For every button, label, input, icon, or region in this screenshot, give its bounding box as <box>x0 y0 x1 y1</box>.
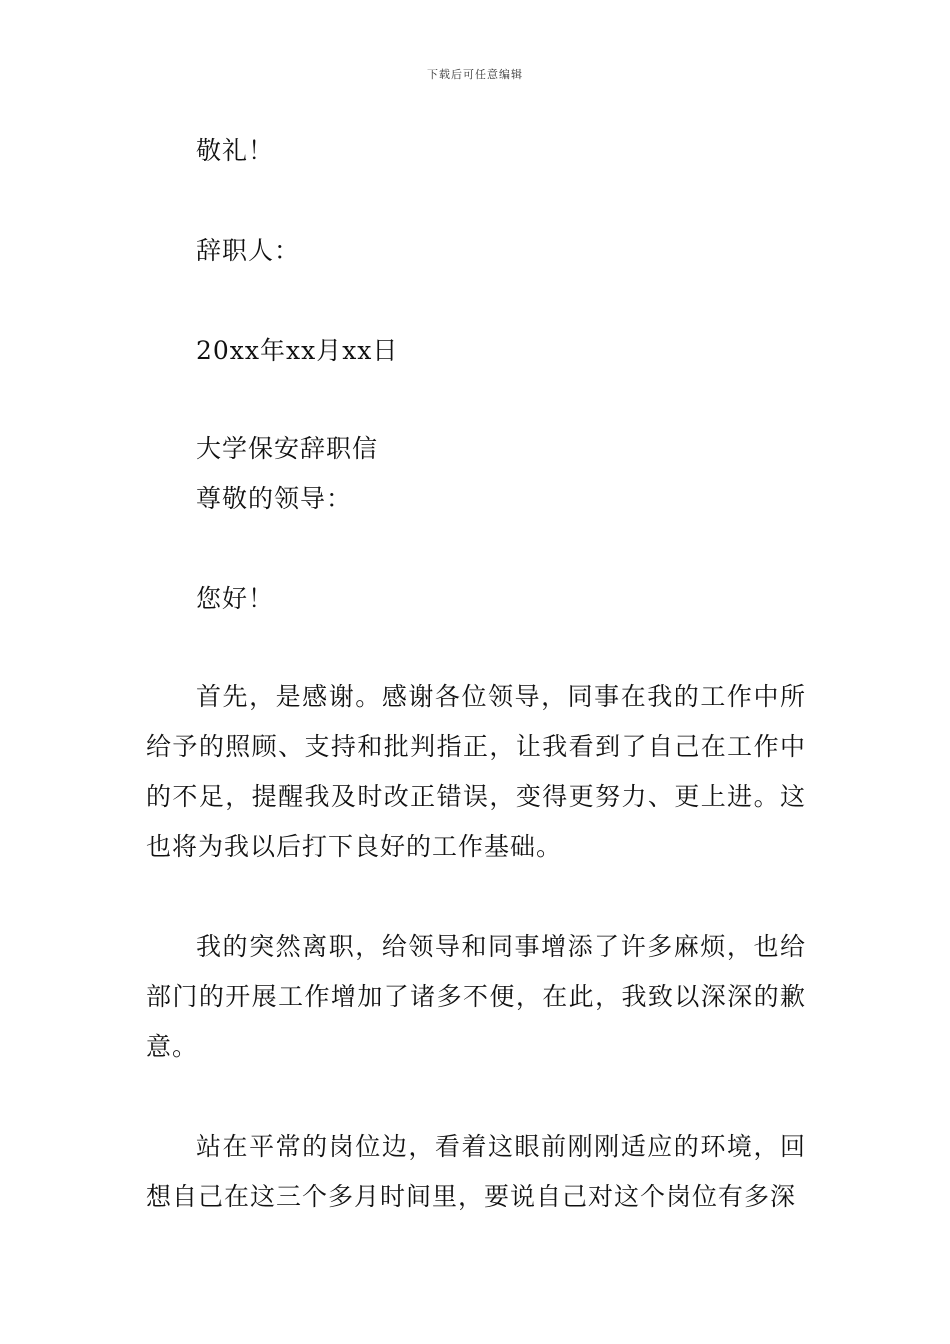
paragraph: 我的突然离职，给领导和同事增添了许多麻烦，也给部门的开展工作增加了诸多不便，在此，我致以深深的歉意。 <box>146 932 806 1061</box>
signature-date: 20xx年xx月xx日 <box>196 336 399 365</box>
closing-line: 敬礼！ <box>196 136 275 165</box>
paragraph: 首先，是感谢。感谢各位领导，同事在我的工作中所给予的照顾、支持和批判指正，让我看到了自己在工作中的不足，提醒我及时改正错误，变得更努力、更上进。这也将为我以后打下良好的工作基础。 <box>146 682 806 861</box>
signer-label: 辞职人： <box>196 236 301 265</box>
greeting: 您好！ <box>196 584 275 613</box>
salutation: 尊敬的领导： <box>196 484 353 513</box>
page-header-note: 下载后可任意编辑 <box>427 68 523 81</box>
paragraph: 站在平常的岗位边，看着这眼前刚刚适应的环境，回想自己在这三个多月时间里，要说自己对这个岗位有多深 <box>146 1132 806 1211</box>
letter-title: 大学保安辞职信 <box>196 434 379 463</box>
